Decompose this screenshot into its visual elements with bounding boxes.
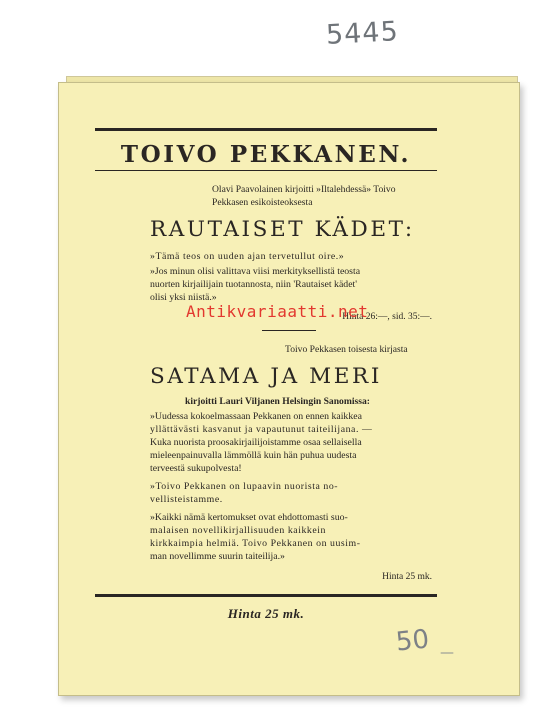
section1-quote-2-line-2: nuorten kirjailijain tuotannosta, niin 'Rautaiset kädet': [150, 279, 358, 290]
section2-subline: kirjoitti Lauri Viljanen Helsingin Sanomissa:: [185, 396, 370, 407]
section2-quote-1-line-1: »Uudessa kokoelmassaan Pekkanen on ennen kaikkea: [150, 411, 362, 422]
section2-quote-1-line-4: mieleenpainuvalla lämmöllä kuin hän puhua uudesta: [150, 450, 357, 461]
section2-quote-2-line-2: vellisteistamme.: [150, 494, 223, 505]
top-rule: [95, 128, 437, 131]
bottom-rule: [95, 594, 437, 597]
section2-quote-3-line-1: »Kaikki nämä kertomukset ovat ehdottomasti suo-: [150, 512, 348, 523]
watermark: Antikvariaatti.net: [186, 302, 369, 321]
section1-quote-1: »Tämä teos on uuden ajan tervetullut oire.»: [150, 251, 345, 262]
book-title-rautaiset-kadet: RAUTAISET KÄDET:: [150, 217, 415, 242]
section1-quote-2-line-1: »Jos minun olisi valittava viisi merkityksellistä teosta: [150, 266, 361, 277]
section2-quote-2-line-1: »Toivo Pekkanen on lupaavin nuorista no-: [150, 481, 339, 492]
section2-quote-3-line-2: malaisen novellikirjallisuuden kaikkein: [150, 525, 326, 536]
section2-intro: Toivo Pekkasen toisesta kirjasta: [285, 344, 408, 355]
section2-quote-1-line-5: terveestä sukupolvesta!: [150, 463, 242, 474]
section2-quote-3-line-3: kirkkaimpia helmiä. Toivo Pekkanen on uusim-: [150, 538, 361, 549]
section2-quote-1-line-3: Kuka nuorista proosakirjailijoistamme osaa sellaisella: [150, 437, 362, 448]
section2-quote-3-line-4: man novellimme suurin taiteilija.»: [150, 551, 285, 562]
pencil-price-mark: 50: [394, 624, 431, 658]
section1-price: Hinta 26:—, sid. 35:—.: [342, 312, 432, 322]
author-heading: TOIVO PEKKANEN.: [120, 141, 412, 168]
pencil-inventory-number: 5445: [325, 16, 400, 51]
footer-price: Hinta 25 mk.: [227, 606, 305, 621]
booklet-page: [58, 82, 520, 696]
section-divider: [262, 330, 316, 331]
book-title-satama-ja-meri: SATAMA JA MERI: [150, 364, 382, 389]
section2-quote-1-line-2: yllättävästi kasvanut ja vapautunut taiteilijana. —: [150, 424, 373, 435]
section2-price: Hinta 25 mk.: [382, 572, 432, 582]
author-rule: [95, 170, 437, 171]
section1-intro-line-1: Olavi Paavolainen kirjoitti »Iltalehdessä» Toivo: [212, 184, 396, 195]
section1-quote-2-line-3: olisi yksi niistä.»: [150, 292, 217, 303]
pencil-price-dash: —: [440, 645, 454, 661]
section1-intro-line-2: Pekkasen esikoisteoksesta: [212, 197, 313, 208]
